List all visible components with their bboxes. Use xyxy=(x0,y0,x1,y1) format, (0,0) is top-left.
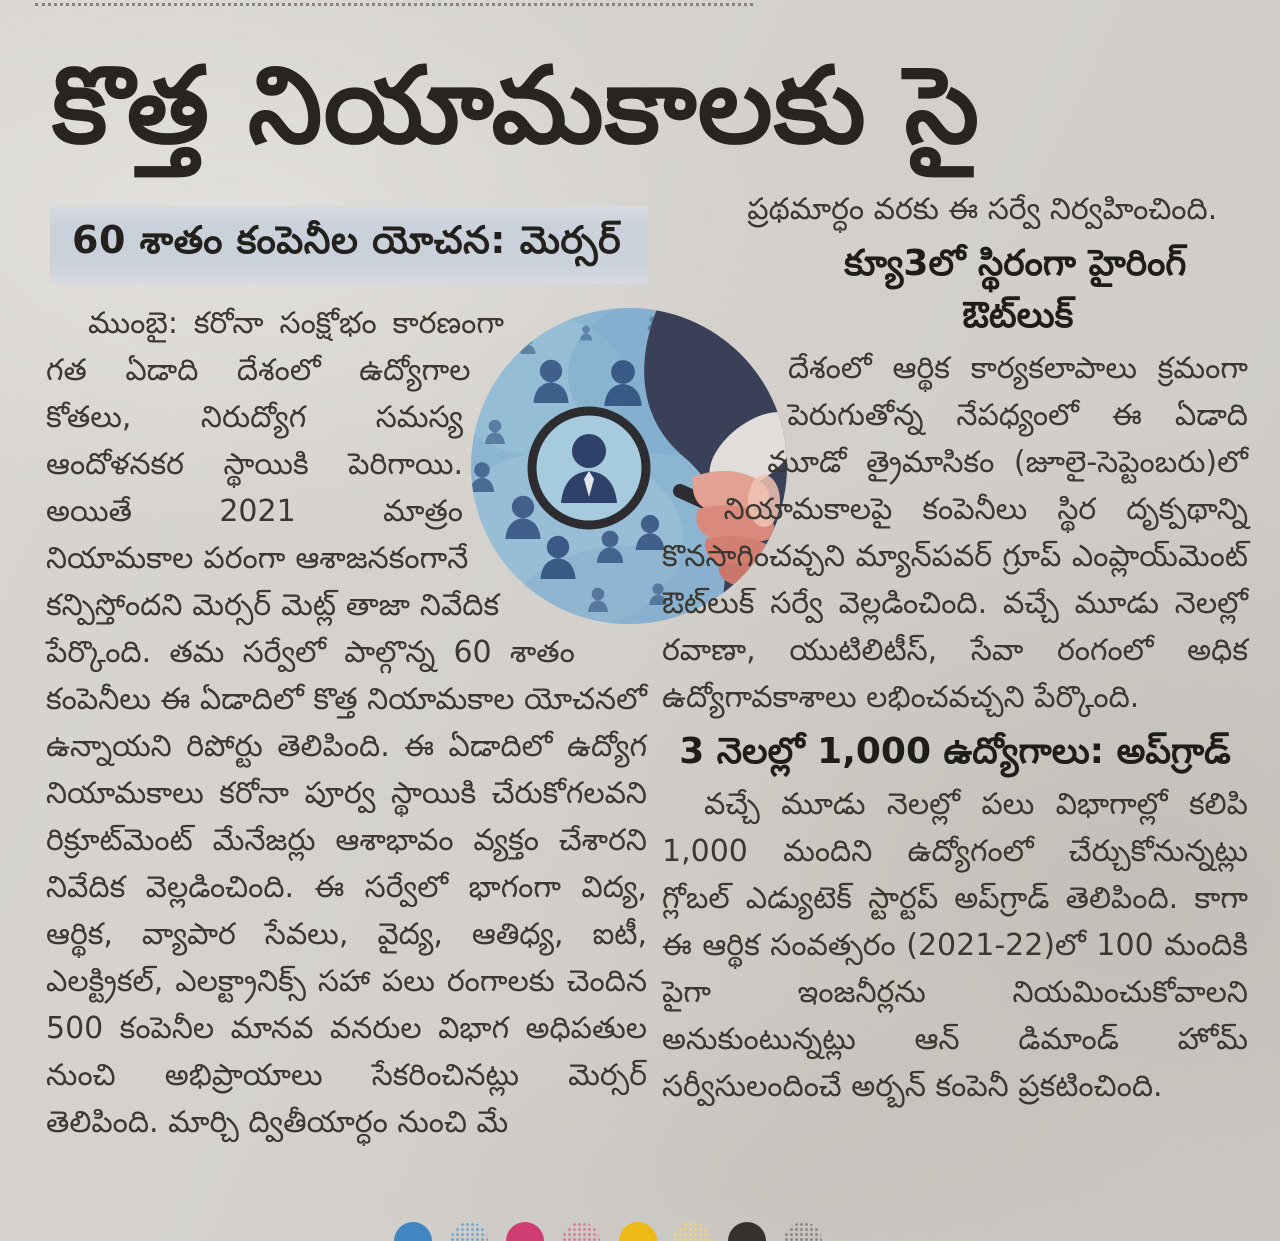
left-column xyxy=(46,300,647,1218)
subhead-hiring-outlook: క్యూ3లో స్థిరంగా హైరింగ్ ఔట్‌లుక్ xyxy=(844,243,1187,336)
kicker-text: 60 శాతం కంపెనీల యోచన: మెర్సర్ xyxy=(72,218,622,262)
right-column xyxy=(662,186,1248,1204)
registration-dot-magenta-halftone xyxy=(562,1222,600,1241)
perforation-line xyxy=(35,3,753,6)
body-paragraph: ముంబై: కరోనా సంక్షోభం కారణంగా గత ఏడాది దేశంలో ఉద్యోగాల కోతలు, నిరుద్యోగ సమస్య ఆందోళనకర స్థాయికి పెరిగాయి. అయితే 2021 మాత్రం నియామకాల పరంగా ఆశాజనకంగానే కన్పిస్తోందని మెర్సర్ మెట్ల్ తాజా నివేదిక పేర్కొంది. తమ సర్వేలో పాల్గొన్న 60 శాతం కంపెనీలు ఈ ఏడాదిలో కొత్త నియామకాల యోచనలో ఉన్నాయని రిపోర్టు తెలిపింది. ఈ ఏడాదిలో ఉద్యోగ నియామకాలు కరోనా పూర్వ స్థాయికి చేరుకోగలవని రిక్రూట్‌మెంట్ మేనేజర్లు ఆశాభావం వ్యక్తం చేశారని నివేదిక వెల్లడించింది. ఈ సర్వేలో భాగంగా విద్య, ఆర్థిక, వ్యాపార సేవలు, వైద్య, ఆతిధ్య, ఐటీ, ఎలక్ట్రికల్, ఎలక్ట్రానిక్స్ సహా పలు రంగాలకు చెందిన 500 కంపెనీల మానవ వనరుల విభాగ అధిపతుల నుంచి అభిప్రాయాలు సేకరించినట్లు మెర్సర్ తెలిపింది. మార్చి ద్వితీయార్ధం నుంచి మే xyxy=(46,306,647,1140)
registration-dot-yellow-solid xyxy=(619,1222,657,1241)
registration-dot-black-solid xyxy=(728,1222,766,1241)
subhead-upgrad-jobs: 3 నెలల్లో 1,000 ఉద్యోగాలు: అప్‌గ్రాడ్ xyxy=(679,731,1231,772)
registration-dot-magenta-solid xyxy=(506,1222,544,1241)
kicker-band xyxy=(50,206,648,284)
registration-dot-cyan-solid xyxy=(394,1222,432,1241)
registration-dot-cyan-halftone xyxy=(450,1222,488,1241)
registration-dot-yellow-halftone xyxy=(673,1222,711,1241)
body-paragraph: వచ్చే మూడు నెలల్లో పలు విభాగాల్లో కలిపి 1,000 మందిని ఉద్యోగంలో చేర్చుకోనున్నట్లు గ్లోబల్ ఎడ్యుటెక్ స్టార్టప్ అప్‌గ్రాడ్ తెలిపింది. కాగా ఈ ఆర్థిక సంవత్సరం (2021-22)లో 100 మందికి పైగా ఇంజనీర్లను నియమించుకోవాలని అనుకుంటున్నట్లు ఆన్ డిమాండ్ హోమ్ సర్వీసులందించే అర్బన్ కంపెనీ ప్రకటించింది. xyxy=(662,787,1248,1104)
article-headline: కొత్త నియామకాలకు సై xyxy=(52,44,981,167)
body-paragraph: దేశంలో ఆర్థిక కార్యకలాపాలు క్రమంగా పెరుగుతోన్న నేపధ్యంలో ఈ ఏడాది మూడో త్రైమాసికం (జూలై-సెప్టెంబరు)లో నియామకాలపై కంపెనీలు స్థిర దృక్పథాన్ని కొనసాగించవ్చని మ్యాన్‌పవర్ గ్రూప్ ఎంప్లాయ్‌మెంట్ ఔట్‌లుక్ సర్వే వెల్లడించింది. వచ్చే మూడు నెలల్లో రవాణా, యుటిలిటీస్, సేవా రంగంలో అధిక ఉద్యోగావకాశాలు లభించవచ్చని పేర్కొంది. xyxy=(662,351,1248,715)
continuation-line: ప్రథమార్ధం వరకు ఈ సర్వే నిర్వహించింది. xyxy=(747,192,1218,227)
registration-dot-black-halftone xyxy=(784,1222,822,1241)
